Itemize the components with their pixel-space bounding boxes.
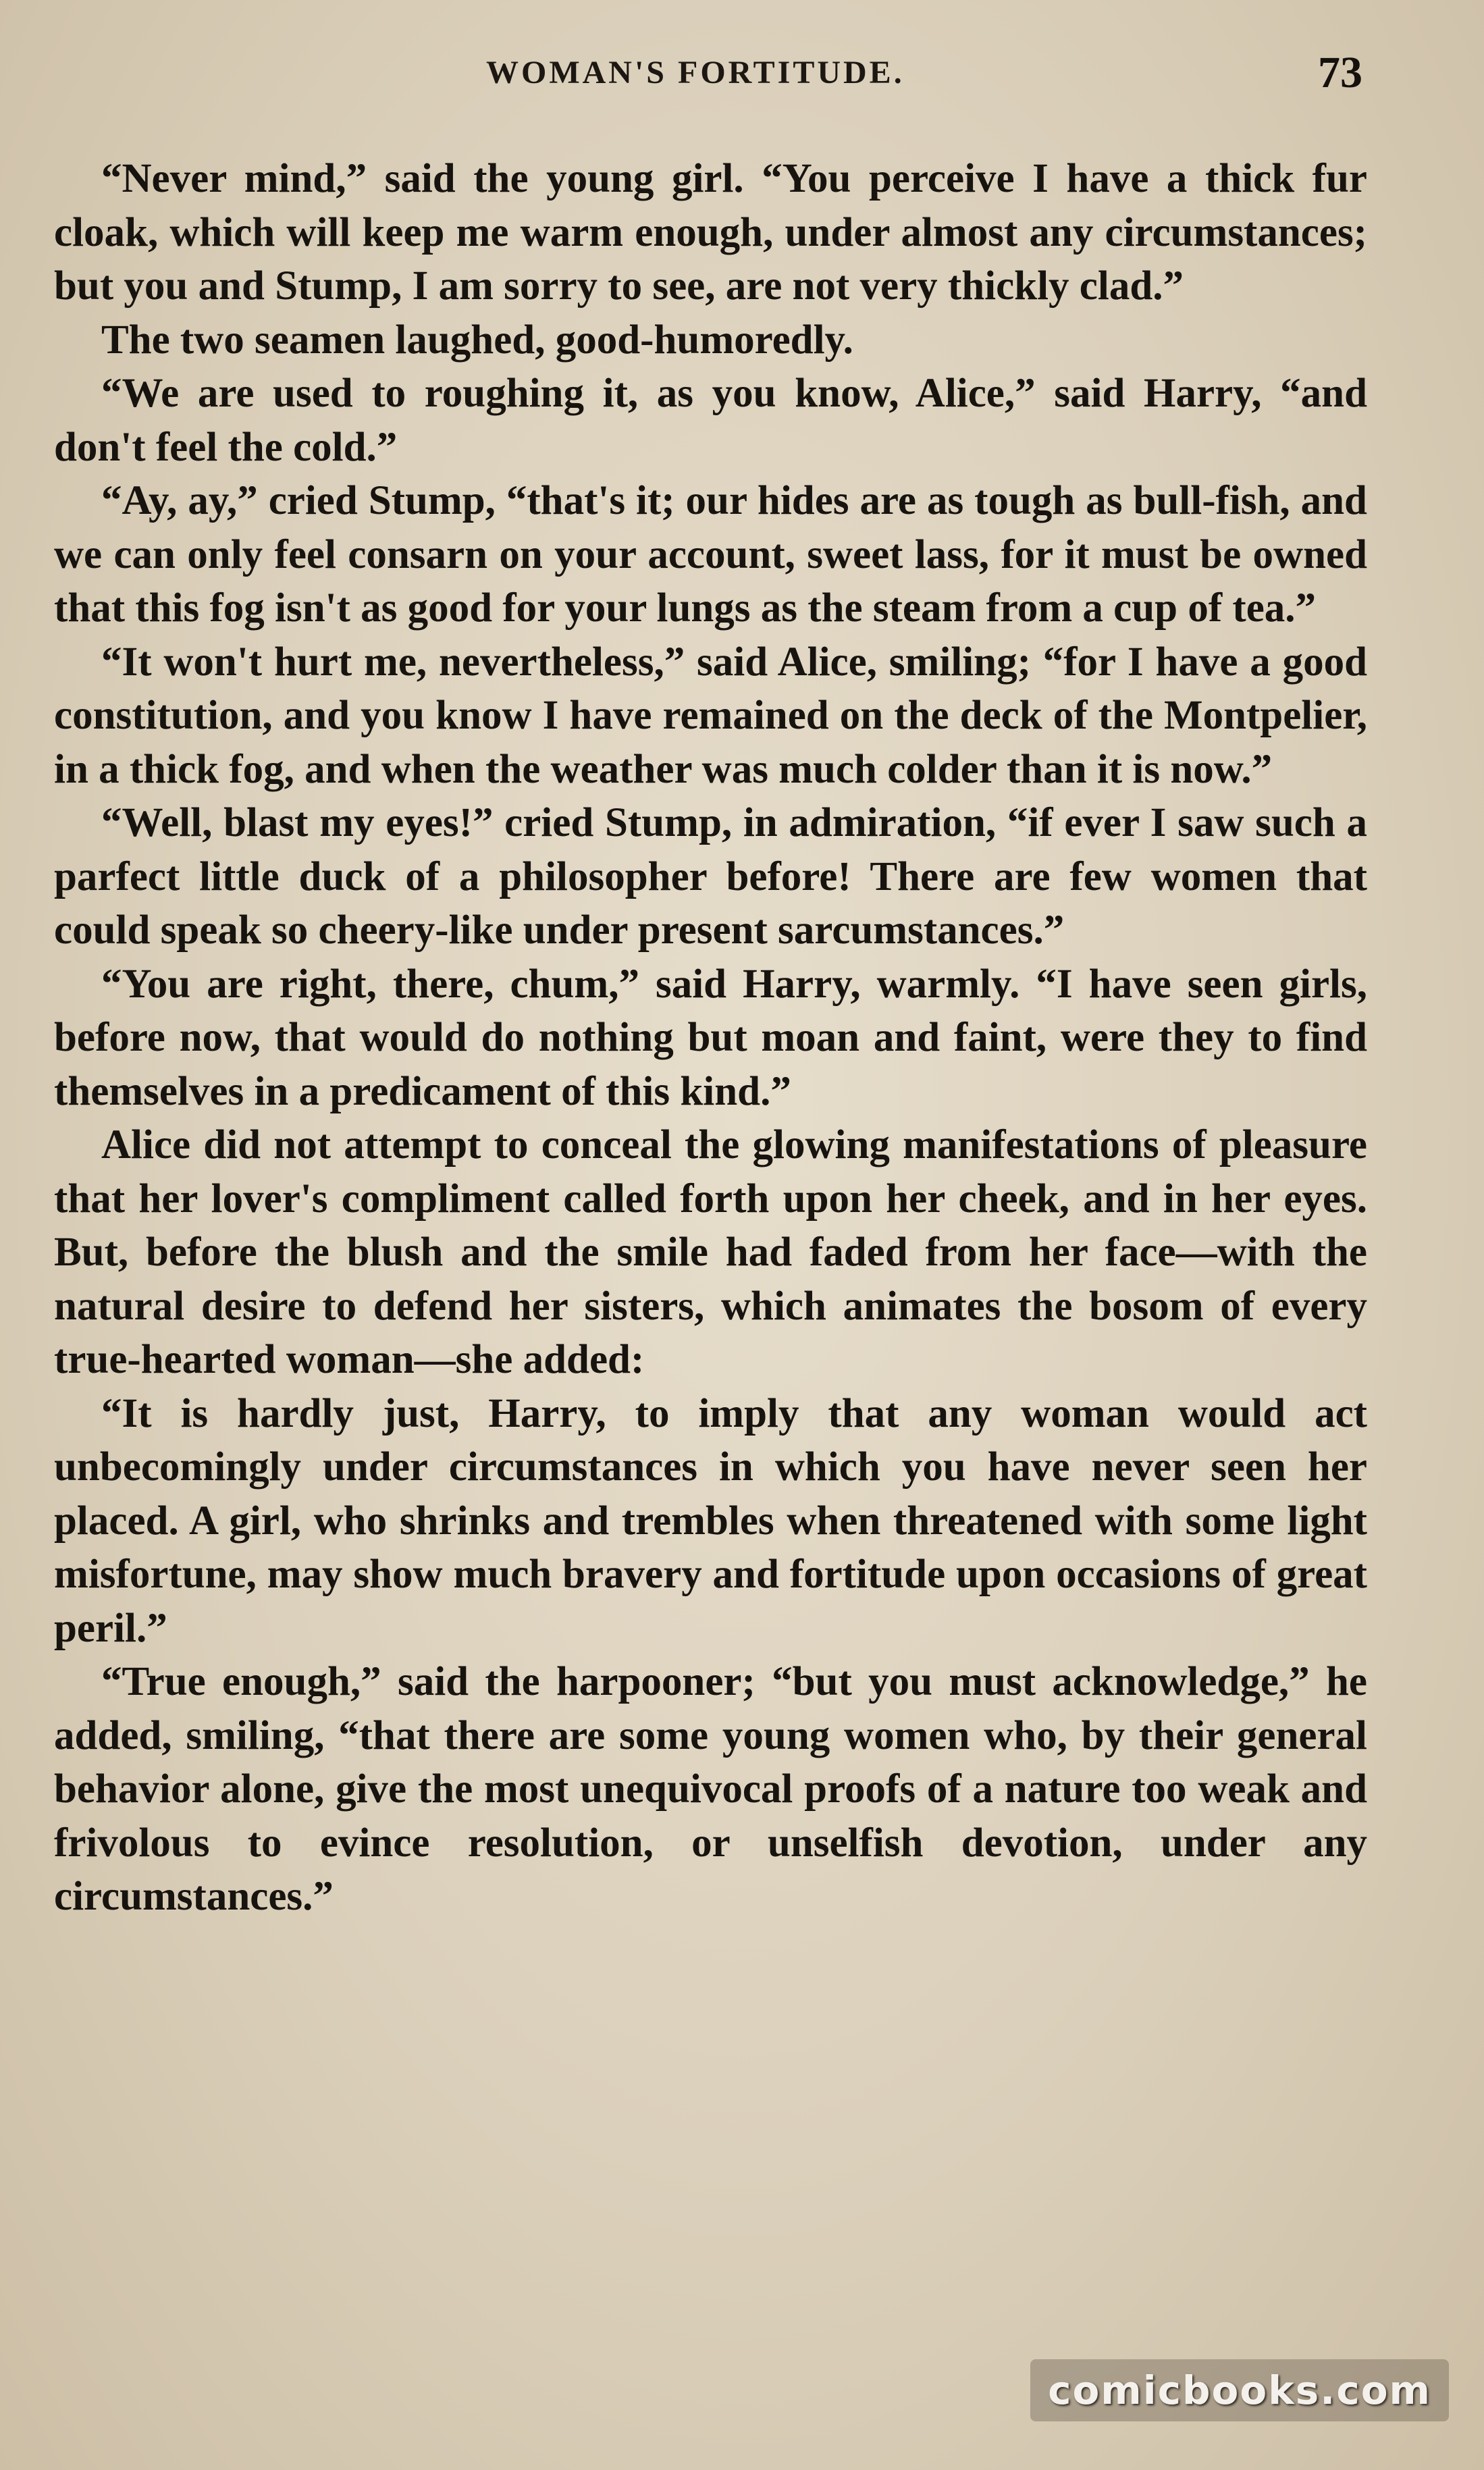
paragraph: “We are used to roughing it, as you know, Alice,” said Harry, “and don't feel the cold.” [54,371,1367,470]
running-head [0,47,1484,108]
body-text [54,152,1367,1924]
running-title: WOMAN'S FORTITUDE. [486,55,905,90]
page-number: 73 [1318,48,1362,97]
paragraph: “Ay, ay,” cried Stump, “that's it; our hides are as tough as bull-fish, and we can only feel consarn on your account, sweet lass, for it must be owned that this fog isn't as good for your lungs as the steam from a cup of tea.” [54,478,1367,631]
paragraph: “Well, blast my eyes!” cried Stump, in admiration, “if ever I saw such a parfect little duck of a philosopher before! There are few women that could speak so cheery-like under present sarcumstances.” [54,800,1367,953]
source-watermark: comicbooks.com [1030,2359,1449,2421]
paragraph: Alice did not attempt to conceal the glowing manifestations of pleasure that her lover's compliment called forth upon her cheek, and in her eyes. But, before the blush and the smile had faded from her face—with the natural desire to defend her sisters, which animates the bosom of every true-hearted woman—she added: [54,1122,1367,1382]
paragraph: “You are right, there, chum,” said Harry, warmly. “I have seen girls, before now, that would do nothing but moan and faint, were they to find themselves in a predicament of this kind.” [54,961,1367,1114]
paragraph: “It is hardly just, Harry, to imply that any woman would act unbecomingly under circumstances in which you have never seen her placed. A girl, who shrinks and trembles when threatened with some light misfortune, may show much bravery and fortitude upon occasions of great peril.” [54,1390,1367,1651]
paragraph: “Never mind,” said the young girl. “You perceive I have a thick fur cloak, which will keep me warm enough, under almost any circumstances; but you and Stump, I am sorry to see, are not very thickly clad.” [54,156,1367,309]
paragraph: “It won't hurt me, nevertheless,” said Alice, smiling; “for I have a good constitution, and you know I have remained on the deck of the Montpelier, in a thick fog, and when the weather was much colder than it is now.” [54,639,1367,792]
paragraph: The two seamen laughed, good-humoredly. [101,317,853,363]
paragraph: “True enough,” said the harpooner; “but you must acknowledge,” he added, smiling, “that there are some young women who, by their general behavior alone, give the most unequivocal proofs of a nature too weak and frivolous to evince resolution, or unselfish devotion, under any circumstances.” [54,1659,1367,1919]
